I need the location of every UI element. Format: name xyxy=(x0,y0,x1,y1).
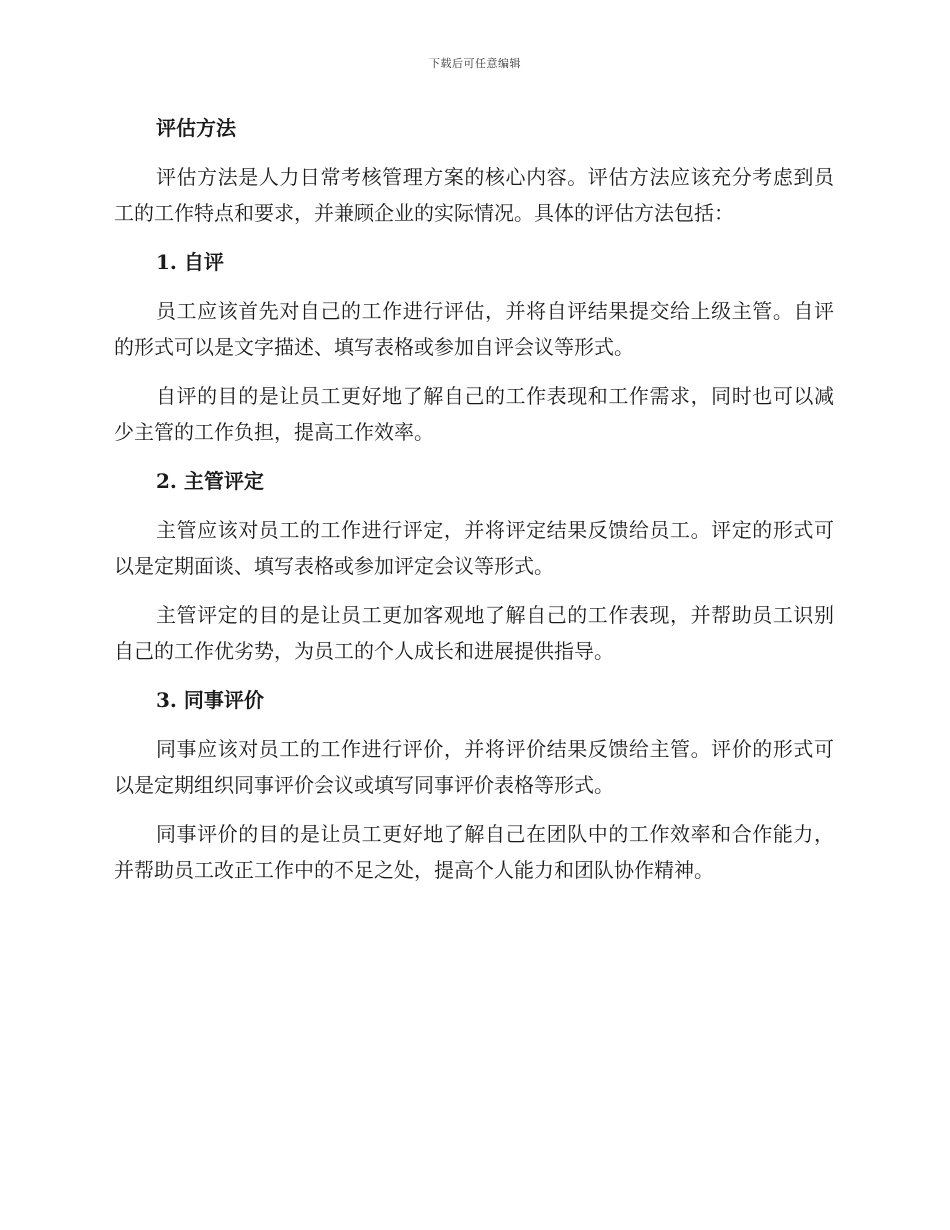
paragraph: 员工应该首先对自己的工作进行评估，并将自评结果提交给上级主管。自评的形式可以是文字描述、填写表格或参加自评会议等形式。 xyxy=(114,299,834,359)
paragraph: 主管应该对员工的工作进行评定，并将评定结果反馈给员工。评定的形式可以是定期面谈、填写表格或参加评定会议等形式。 xyxy=(114,518,834,578)
paragraph: 自评的目的是让员工更好地了解自己的工作表现和工作需求，同时也可以减少主管的工作负担，提高工作效率。 xyxy=(114,384,834,444)
section-heading-supervisor-assessment: 2. 主管评定 xyxy=(156,469,264,493)
section-title: 评估方法 xyxy=(156,116,236,140)
paragraph: 同事评价的目的是让员工更好地了解自己在团队中的工作效率和合作能力，并帮助员工改正工作中的不足之处，提高个人能力和团队协作精神。 xyxy=(114,822,834,882)
intro-paragraph: 评估方法是人力日常考核管理方案的核心内容。评估方法应该充分考虑到员工的工作特点和要求，并兼顾企业的实际情况。具体的评估方法包括： xyxy=(114,165,834,225)
paragraph: 同事应该对员工的工作进行评价，并将评价结果反馈给主管。评价的形式可以是定期组织同事评价会议或填写同事评价表格等形式。 xyxy=(114,737,834,797)
document-body xyxy=(114,110,834,901)
paragraph: 主管评定的目的是让员工更加客观地了解自己的工作表现，并帮助员工识别自己的工作优劣势，为员工的个人成长和进展提供指导。 xyxy=(114,603,834,663)
section-heading-peer-assessment: 3. 同事评价 xyxy=(156,688,264,712)
section-heading-self-assessment: 1. 自评 xyxy=(156,250,224,274)
page-header-note: 下载后可任意编辑 xyxy=(429,57,521,70)
